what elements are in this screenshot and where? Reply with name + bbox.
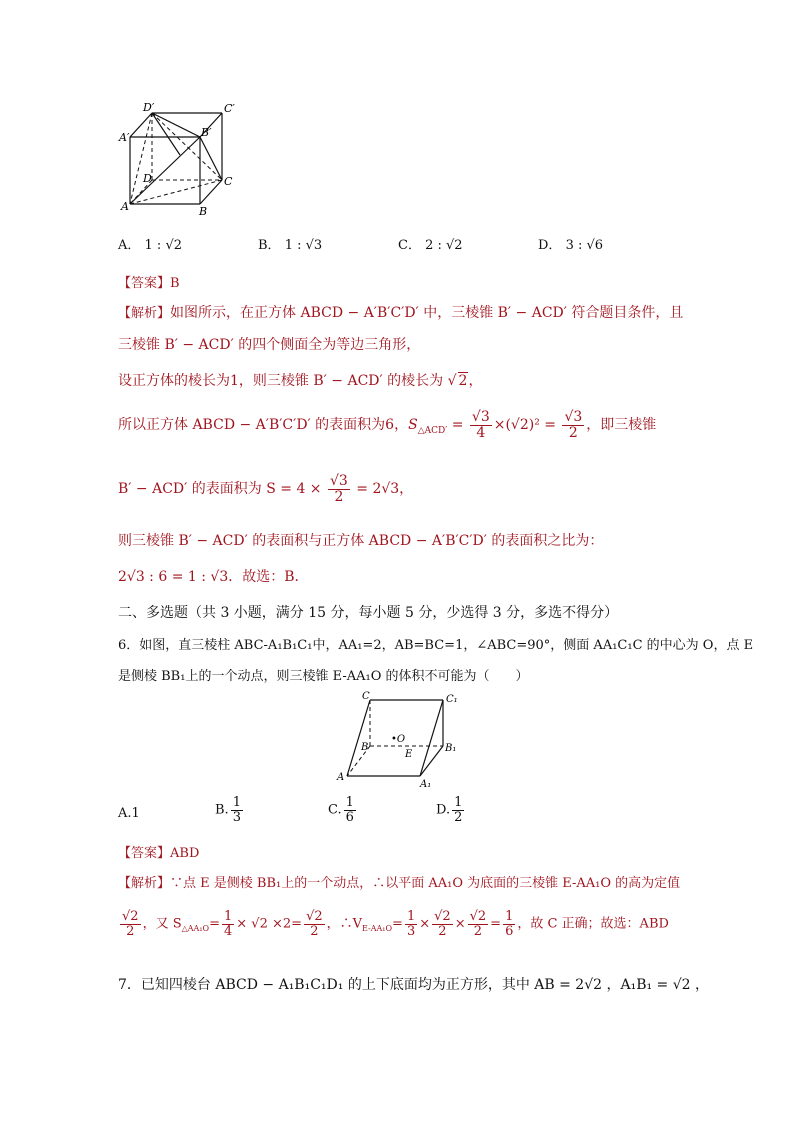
label-Ap: A′ (119, 131, 130, 144)
q6-option-d: D. $\frac{1}{2}$ (436, 795, 463, 825)
q5-analysis-line7: 2√3 : 6 = 1 : √3．故选：B． (118, 569, 309, 585)
label-Cp: C′ (224, 102, 235, 115)
q6-option-c: C. $\frac{1}{6}$ (328, 795, 354, 825)
q6-analysis-line2: $\frac{√2}{2}$ ，又 $S_{\triangle AA_1O}=$ $\frac{1}{4}$ × √2 ×2= $\frac{√2}{2}$ ，$\therefore V_{E-AA_1O}=$ $\frac{1}{3}$ × $\frac{√2}{2}$ × $\frac{√2}{2}$ = $\frac{1}{6}$ ，故 C 正确；故选：ABD (122, 909, 669, 939)
q5-answer: 【答案】B (118, 276, 180, 291)
label-C: C (224, 175, 233, 188)
q5-analysis-line4: 所以正方体 ABCD − A′B′C′D′ 的表面积为6，$S_{\triangle ACD'}$ = $\frac{√3}{4}$ ×(√2)² = $\frac{√3}{2}$ ，即三棱锥 (118, 409, 657, 441)
q6-line2: 是侧棱 BB₁上的一个动点，则三棱锥 E-AA₁O 的体积不可能为（ ） (118, 669, 529, 684)
option-d: D． 3 : √6 (538, 238, 604, 253)
label-C: C (362, 691, 370, 702)
q5-analysis-line5: B′ − ACD′ 的表面积为 S = 4 × $\frac{√3}{2}$ = 2√3， (118, 473, 414, 505)
q5-analysis-line1: 【解析】如图所示，在正方体 ABCD − A′B′C′D′ 中，三棱锥 B′ − ACD′ 符合题目条件，且 (118, 305, 684, 321)
q5-analysis-line2: 三棱锥 B′ − ACD′ 的四个侧面全为等边三角形， (118, 337, 421, 353)
option-c: C． 2 : √2 (398, 238, 463, 253)
label-A: A (121, 200, 129, 213)
label-O: •O (391, 734, 406, 745)
q6-option-a: A.1 (118, 806, 140, 821)
section-heading: 二、多选题（共 3 小题，满分 15 分，每小题 5 分，少选得 3 分，多选不得分） (118, 605, 619, 621)
label-Dp: D′ (143, 101, 155, 114)
q6-analysis-line1: 【解析】∵点 E 是侧棱 BB₁上的一个动点，∴以平面 AA₁O 为底面的三棱锥 E-AA₁O 的高为定值 (118, 876, 681, 891)
label-B: B (199, 205, 208, 218)
q5-analysis-line3: 设正方体的棱长为1，则三棱锥 B′ − ACD′ 的棱长为 √ 2， (118, 373, 483, 389)
q7-line1: 7．已知四棱台 ABCD − A₁B₁C₁D₁ 的上下底面均为正方形，其中 AB = 2√2 ，A₁B₁ = √2 ， (118, 977, 710, 993)
cube-figure (115, 100, 245, 220)
option-a: A． 1 : √2 (118, 238, 183, 253)
label-C1: C₁ (446, 694, 458, 705)
option-b: B． 1 : √3 (258, 238, 323, 253)
label-A: A (337, 772, 345, 783)
label-A1: A₁ (420, 779, 432, 790)
label-B: B (361, 742, 369, 753)
prism-figure (335, 690, 465, 790)
label-Bp: B′ (201, 126, 212, 139)
q6-option-b: B. $\frac{1}{3}$ (215, 795, 241, 825)
q6-answer: 【答案】ABD (118, 846, 200, 861)
q6-line1: 6．如图，直三棱柱 ABC-A₁B₁C₁中，AA₁=2，AB=BC=1，∠ABC=90°，侧面 AA₁C₁C 的中心为 O，点 E (118, 638, 754, 653)
label-E: E (405, 749, 413, 760)
label-D: D (143, 172, 152, 185)
q5-analysis-line6: 则三棱锥 B′ − ACD′ 的表面积与正方体 ABCD − A′B′C′D′ 的表面积之比为： (118, 533, 604, 549)
label-B1: B₁ (445, 743, 457, 754)
